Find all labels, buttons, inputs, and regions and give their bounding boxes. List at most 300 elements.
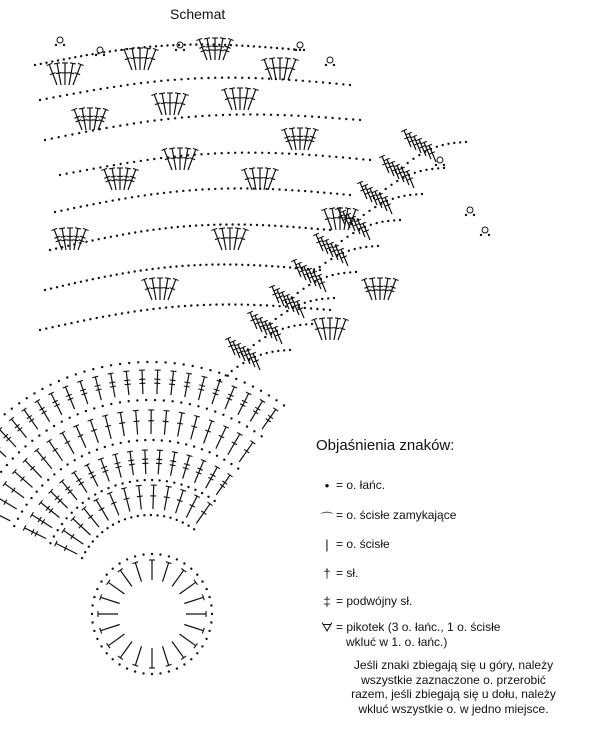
chain-stitch-mark	[277, 114, 279, 116]
chain-stitch-mark	[183, 663, 185, 665]
chain-stitch-mark	[395, 171, 397, 173]
chain-stitch-mark	[155, 361, 157, 363]
chain-stitch-mark	[272, 305, 274, 307]
chain-stitch-mark	[311, 227, 313, 229]
chain-stitch-mark	[99, 202, 101, 204]
chain-stitch-mark	[180, 483, 182, 485]
chain-stitch-mark	[151, 479, 153, 481]
double-crochet-mark	[164, 278, 168, 300]
chain-stitch-mark	[122, 233, 124, 235]
chain-stitch-mark	[30, 497, 32, 499]
chain-stitch-mark	[221, 152, 223, 154]
chain-stitch-mark	[310, 190, 312, 192]
chain-stitch-mark	[363, 214, 365, 216]
chain-stitch-mark	[101, 366, 103, 368]
treble-crochet-top-mark	[172, 452, 178, 453]
chain-stitch-mark	[241, 353, 243, 355]
chain-stitch-mark	[140, 121, 142, 123]
chain-stitch-mark	[261, 152, 263, 154]
chain-stitch-mark	[145, 399, 147, 401]
chain-stitch-mark	[71, 133, 73, 135]
double-crochet-bar-mark	[163, 288, 169, 289]
treble-crochet-mark	[372, 278, 376, 300]
chain-stitch-mark	[130, 516, 132, 518]
double-crochet-mark	[25, 460, 42, 477]
chain-stitch-mark	[120, 85, 122, 87]
double-crochet-mark	[64, 530, 84, 544]
double-crochet-mark	[222, 228, 226, 250]
chain-stitch-mark	[443, 164, 445, 166]
chain-stitch-mark	[53, 473, 55, 475]
chain-stitch-mark	[175, 265, 177, 267]
chain-stitch-mark	[289, 349, 291, 351]
chain-stitch-mark	[79, 170, 81, 172]
single-crochet-top-mark	[194, 643, 198, 648]
chain-stitch-mark	[61, 523, 63, 525]
chain-stitch-mark	[31, 440, 33, 442]
chain-stitch-mark	[304, 302, 306, 304]
chain-stitch-mark	[196, 304, 198, 306]
chain-stitch-mark	[193, 528, 195, 530]
chain-stitch-mark	[246, 425, 248, 427]
chain-stitch-mark	[369, 159, 371, 161]
chain-stitch-mark	[256, 224, 258, 226]
chain-stitch-mark	[92, 368, 94, 370]
treble-crochet-bar-mark	[199, 385, 205, 387]
chain-stitch-mark	[136, 439, 138, 441]
chain-stitch-mark	[308, 80, 310, 82]
chain-stitch-mark	[50, 287, 52, 289]
chain-stitch-mark	[112, 658, 114, 660]
chain-stitch-mark	[262, 224, 264, 226]
chain-stitch-mark	[93, 407, 95, 409]
chain-stitch-mark	[159, 553, 161, 555]
chain-stitch-mark	[227, 152, 229, 154]
diagram-title: Schemat	[170, 6, 226, 22]
chain-stitch-mark	[188, 116, 190, 118]
chain-stitch-mark	[208, 451, 210, 453]
treble-crochet-mark	[82, 108, 86, 130]
legend-item-slip-stitch	[318, 508, 456, 527]
treble-crochet-top-mark	[125, 168, 131, 169]
chain-stitch-mark	[208, 596, 210, 598]
treble-crochet-bar-mark	[81, 116, 87, 117]
chain-stitch-mark	[53, 535, 55, 537]
chain-stitch-mark	[379, 192, 381, 194]
chain-stitch-mark	[235, 378, 237, 380]
chain-stitch-mark	[253, 264, 255, 266]
chain-stitch-mark	[134, 670, 136, 672]
chain-stitch-mark	[271, 351, 273, 353]
chain-stitch-mark	[288, 153, 290, 155]
single-crochet-top-mark	[181, 656, 186, 660]
chain-stitch-mark	[190, 568, 192, 570]
chain-stitch-mark	[163, 399, 165, 401]
chain-stitch-mark	[355, 271, 357, 273]
legend-item-double-crochet	[318, 566, 358, 581]
double-crochet-mark	[0, 497, 17, 509]
chain-stitch-mark	[171, 226, 173, 228]
chain-stitch-mark	[211, 263, 213, 265]
chain-stitch-mark	[174, 117, 176, 119]
chain-stitch-mark	[352, 118, 354, 120]
double-crochet-top-mark	[329, 208, 335, 209]
treble-crochet-bar-mark	[61, 240, 67, 241]
chain-stitch-mark	[329, 229, 331, 231]
treble-crochet-top-mark	[385, 278, 391, 279]
chain-stitch-mark	[276, 47, 278, 49]
chain-stitch-mark	[133, 161, 135, 163]
chain-stitch-mark	[86, 169, 88, 171]
treble-crochet-mark	[94, 108, 98, 130]
chain-stitch-mark	[118, 521, 120, 523]
chain-stitch-mark	[124, 518, 126, 520]
chain-stitch-mark	[241, 264, 243, 266]
treble-crochet-bar-mark	[124, 176, 130, 177]
chain-stitch-mark	[252, 385, 254, 387]
chain-stitch-mark	[325, 116, 327, 118]
double-crochet-top-mark	[245, 88, 251, 89]
double-crochet-mark	[162, 93, 166, 115]
treble-crochet-bar-mark	[170, 461, 176, 462]
chain-stitch-mark	[207, 496, 209, 498]
chain-stitch-mark	[100, 645, 102, 647]
chain-stitch-mark	[74, 459, 76, 461]
treble-crochet-bar-mark	[109, 382, 115, 383]
chain-stitch-mark	[119, 401, 121, 403]
chain-stitch-mark	[258, 340, 260, 342]
chain-stitch-mark	[11, 408, 13, 410]
chain-stitch-mark	[357, 218, 359, 220]
double-crochet-bar-mark	[137, 496, 143, 497]
treble-crochet-top-mark	[22, 408, 27, 411]
chain-stitch-mark	[298, 226, 300, 228]
chain-stitch-mark	[18, 451, 20, 453]
chain-stitch-mark	[110, 236, 112, 238]
chain-stitch-mark	[33, 392, 35, 394]
chain-stitch-mark	[283, 404, 285, 406]
chain-stitch-mark	[292, 226, 294, 228]
chain-stitch-mark	[152, 229, 154, 231]
treble-crochet-mark	[145, 450, 146, 474]
chain-stitch-mark	[268, 152, 270, 154]
double-crochet-top-mark	[117, 412, 123, 413]
chain-stitch-mark	[248, 77, 250, 79]
treble-crochet-bar-mark	[304, 136, 310, 137]
chain-stitch-mark	[167, 118, 169, 120]
chain-stitch-mark	[126, 123, 128, 125]
chain-stitch-mark	[342, 83, 344, 85]
chain-stitch-mark	[436, 146, 438, 148]
chain-stitch-mark	[215, 114, 217, 116]
chain-stitch-mark	[210, 621, 212, 623]
double-crochet-bar-mark	[163, 421, 169, 422]
chain-stitch-mark	[101, 531, 103, 533]
chain-stitch-mark	[235, 44, 237, 46]
chain-stitch-mark	[222, 303, 224, 305]
chain-stitch-mark	[105, 127, 107, 129]
chain-stitch-mark	[335, 156, 337, 158]
chain-stitch-mark	[329, 249, 331, 251]
chain-stitch-mark	[68, 57, 70, 59]
chain-stitch-mark	[187, 78, 189, 80]
treble-crochet-bar-mark	[371, 290, 377, 291]
chain-stitch-mark	[250, 224, 252, 226]
double-crochet-mark	[153, 485, 154, 509]
double-crochet-mark	[132, 48, 136, 70]
chain-stitch-mark	[140, 82, 142, 84]
double-crochet-top-mark	[175, 93, 181, 94]
chain-stitch-mark	[313, 270, 315, 272]
chain-stitch-mark	[163, 192, 165, 194]
chain-stitch-mark	[320, 278, 322, 280]
treble-crochet-top-mark	[30, 512, 33, 517]
chain-stitch-mark	[67, 208, 69, 210]
double-crochet-top-mark	[250, 441, 255, 444]
chain-stitch-mark	[270, 333, 272, 335]
single-crochet-mark	[101, 597, 120, 603]
chain-stitch-mark	[99, 166, 101, 168]
chain-stitch-mark	[260, 354, 262, 356]
chain-stitch-mark	[153, 158, 155, 160]
chain-stitch-mark	[129, 481, 131, 483]
double-crochet-mark	[234, 228, 238, 250]
chain-stitch-mark	[218, 372, 220, 374]
chain-stitch-mark	[163, 266, 165, 268]
chain-stitch-mark	[82, 502, 84, 504]
double-crochet-bar-mark	[119, 423, 125, 424]
chain-stitch-mark	[174, 362, 176, 364]
chain-stitch-mark	[275, 399, 277, 401]
single-crochet-mark	[180, 634, 196, 646]
chain-stitch-mark	[114, 484, 116, 486]
chain-stitch-mark	[234, 303, 236, 305]
treble-crochet-bar-mark	[291, 140, 297, 141]
chain-stitch-mark	[248, 152, 250, 154]
picot-mark	[467, 207, 473, 213]
double-crochet-mark	[37, 450, 52, 469]
chain-stitch-mark	[25, 504, 27, 506]
single-crochet-mark	[101, 625, 120, 631]
slip-stitch-icon: ⌒	[320, 511, 334, 526]
chain-stitch-mark	[24, 445, 26, 447]
note-line: Jeśli znaki zbiegają się u góry, należy	[353, 658, 554, 672]
chain-stitch-mark	[70, 322, 72, 324]
treble-crochet-mark	[130, 451, 134, 475]
double-crochet-bar-mark	[173, 103, 179, 104]
chain-stitch-mark	[169, 266, 171, 268]
treble-crochet-bar-mark	[222, 481, 227, 484]
single-crochet-mark	[184, 597, 203, 603]
chain-stitch-mark	[150, 193, 152, 195]
chain-stitch-mark	[112, 524, 114, 526]
chain-stitch-mark	[64, 135, 66, 137]
chain-stitch-mark	[288, 326, 290, 328]
chain-stitch-mark	[49, 384, 51, 386]
chain-stitch-mark	[359, 119, 361, 121]
treble-crochet-mark	[304, 128, 308, 150]
chain-stitch-mark	[271, 265, 273, 267]
chain-stitch-mark	[96, 588, 98, 590]
chain-stitch-mark	[298, 304, 300, 306]
treble-crochet-mark	[32, 515, 52, 528]
chain-stitch-mark	[203, 304, 205, 306]
double-crochet-bar-mark	[283, 68, 289, 69]
double-crochet-mark	[191, 416, 197, 439]
chain-stitch-mark	[222, 114, 224, 116]
legend-item-single-crochet	[318, 537, 390, 552]
chain-stitch-mark	[354, 248, 356, 250]
treble-crochet-bar-mark	[170, 465, 176, 466]
double-crochet-mark	[14, 472, 32, 488]
chain-stitch-mark	[168, 555, 170, 557]
chain-stitch-mark	[122, 272, 124, 274]
double-crochet-top-mark	[179, 412, 185, 413]
double-crochet-bar-mark	[221, 238, 227, 239]
chain-stitch-mark	[447, 143, 449, 145]
double-crochet-bar-mark	[331, 218, 337, 219]
treble-crochet-bar-mark	[123, 180, 129, 181]
chain-stitch-mark	[228, 77, 230, 79]
chain-stitch-mark	[265, 265, 267, 267]
treble-crochet-bar-mark	[93, 120, 99, 121]
double-crochet-mark	[216, 427, 226, 449]
chain-stitch-mark	[275, 152, 277, 154]
double-crochet-mark	[244, 88, 248, 110]
double-crochet-top-mark	[47, 439, 52, 442]
chain-stitch-mark	[285, 301, 287, 303]
chain-stitch-mark	[96, 449, 98, 451]
double-crochet-mark	[178, 413, 182, 437]
chain-stitch-mark	[297, 115, 299, 117]
treble-crochet-top-mark	[289, 128, 295, 129]
chain-stitch-mark	[67, 245, 69, 247]
treble-crochet-icon: ‡	[323, 594, 331, 609]
treble-crochet-mark	[262, 410, 276, 430]
legend-item-label: = o. łańc.	[336, 478, 386, 492]
treble-crochet-mark	[158, 450, 160, 474]
chain-stitch-mark	[44, 289, 46, 291]
chain-stitch-mark	[134, 555, 136, 557]
chain-stitch-mark	[319, 269, 321, 271]
chain-stitch-mark	[253, 187, 255, 189]
chain-stitch-mark	[329, 82, 331, 84]
chain-stitch-mark	[278, 188, 280, 190]
chain-stitch-mark	[377, 245, 379, 247]
single-crochet-mark	[163, 563, 169, 582]
double-crochet-top-mark	[185, 148, 191, 149]
chain-stitch-mark	[190, 304, 192, 306]
double-crochet-mark	[164, 487, 168, 511]
chain-stitch-mark	[64, 323, 66, 325]
chain-stitch-mark	[193, 445, 195, 447]
chain-stitch-mark	[187, 486, 189, 488]
chain-stitch-mark	[301, 153, 303, 155]
chain-stitch-mark	[214, 410, 216, 412]
chain-stitch-mark	[98, 238, 100, 240]
chain-stitch-mark	[183, 49, 185, 51]
note-line: wszystkie zaznaczone o. przerobić	[361, 672, 546, 687]
chain-stitch-mark	[106, 527, 108, 529]
chain-stitch-mark	[259, 264, 261, 266]
chain-stitch-mark	[110, 275, 112, 277]
chain-stitch-mark	[393, 219, 395, 221]
chain-stitch-mark	[244, 223, 246, 225]
chain-stitch-mark	[213, 224, 215, 226]
chain-stitch-mark	[152, 308, 154, 310]
chain-stitch-mark	[116, 235, 118, 237]
chain-stitch-mark	[307, 275, 309, 277]
double-crochet-bar-mark	[151, 288, 157, 289]
chain-stitch-mark	[58, 325, 60, 327]
chain-stitch-mark	[60, 468, 62, 470]
chain-stitch-mark	[165, 227, 167, 229]
treble-crochet-top-mark	[186, 373, 192, 374]
chain-stitch-mark	[480, 234, 482, 236]
chain-stitch-mark	[79, 91, 81, 93]
treble-crochet-bar-mark	[76, 478, 81, 481]
chain-stitch-mark	[211, 613, 213, 615]
chain-stitch-mark	[81, 455, 83, 457]
chain-stitch-mark	[51, 137, 53, 139]
chain-stitch-mark	[167, 79, 169, 81]
chain-stitch-mark	[399, 219, 401, 221]
chain-stitch-mark	[178, 44, 180, 46]
chain-stitch-mark	[259, 46, 261, 48]
treble-crochet-top-mark	[305, 128, 311, 129]
chain-stitch-mark	[420, 170, 422, 172]
chain-stitch-mark	[283, 349, 285, 351]
chain-stitch-mark	[241, 152, 243, 154]
chain-stitch-mark	[345, 118, 347, 120]
double-crochet-mark	[264, 168, 268, 190]
chain-stitch-mark	[182, 190, 184, 192]
double-crochet-mark	[136, 411, 138, 435]
double-crochet-mark	[49, 441, 62, 461]
chain-stitch-mark	[268, 224, 270, 226]
chain-stitch-mark	[137, 361, 139, 363]
chain-stitch-mark	[112, 126, 114, 128]
chain-stitch-mark	[277, 265, 279, 267]
single-crochet-mark	[135, 563, 141, 582]
chain-stitch-mark	[401, 166, 403, 168]
chain-stitch-mark	[59, 174, 61, 176]
chain-stitch-mark	[66, 94, 68, 96]
chain-stitch-mark	[91, 604, 93, 606]
chain-stitch-mark	[184, 44, 186, 46]
chain-stitch-mark	[304, 307, 306, 309]
chain-stitch-mark	[128, 271, 130, 273]
chain-stitch-mark	[63, 58, 65, 60]
treble-crochet-bar-mark	[206, 46, 212, 47]
chain-stitch-mark	[140, 269, 142, 271]
chain-stitch-mark	[61, 421, 63, 423]
chain-stitch-mark	[392, 198, 394, 200]
treble-crochet-mark	[95, 377, 101, 400]
chain-stitch-mark	[121, 482, 123, 484]
chain-stitch-mark	[236, 366, 238, 368]
chain-stitch-mark	[159, 672, 161, 674]
treble-crochet-mark	[124, 168, 128, 190]
chain-stitch-mark	[153, 80, 155, 82]
chain-stitch-mark	[311, 323, 313, 325]
chain-stitch-mark	[234, 77, 236, 79]
chain-stitch-mark	[104, 237, 106, 239]
chain-stitch-mark	[332, 274, 334, 276]
chain-stitch-mark	[66, 173, 68, 175]
treble-crochet-mark	[219, 38, 223, 60]
single-crochet-icon: |	[325, 537, 329, 552]
